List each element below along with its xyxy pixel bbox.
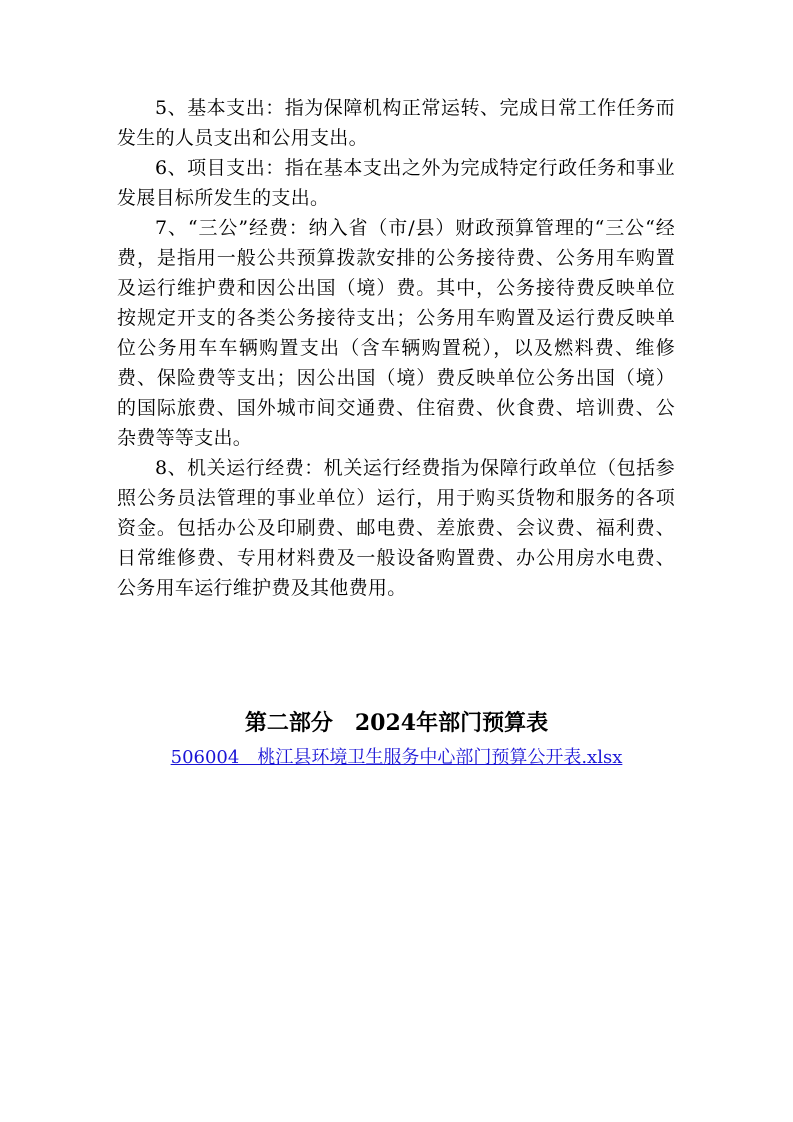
section-title: 第二部分 2024年部门预算表 — [244, 710, 549, 736]
paragraph-agency-operating-funds: 8、机关运行经费：机关运行经费指为保障行政单位（包括参照公务员法管理的事业单位）运行，用于购买货物和服务的各项资金。包括办公及印刷费、邮电费、差旅费、会议费、福利费、日常维修费、专用材料费及一般设备购置费、办公用房水电费、公务用车运行维护费及其他费用。 — [117, 457, 675, 599]
paragraph-basic-expenditure: 5、基本支出：指为保障机构正常运转、完成日常工作任务而发生的人员支出和公用支出。 — [117, 97, 675, 149]
budget-file-link[interactable]: 506004 桃江县环境卫生服务中心部门预算公开表.xlsx — [170, 747, 623, 768]
paragraph-three-public-funds: 7、“三公”经费：纳入省（市/县）财政预算管理的“三公“经费，是指用一般公共预算拨款安排的公务接待费、公务用车购置及运行维护费和因公出国（境）费。其中，公务接待费反映单位按规定开支的各类公务接待支出；公务用车购置及运行费反映单位公务用车车辆购置支出（含车辆购置税），以及燃料费、维修费、保险费等支出；因公出国（境）费反映单位公务出国（境）的国际旅费、国外城市间交通费、住宿费、伙食费、培训费、公杂费等等支出。 — [117, 217, 675, 449]
paragraph-project-expenditure: 6、项目支出：指在基本支出之外为完成特定行政任务和事业发展目标所发生的支出。 — [117, 157, 675, 209]
